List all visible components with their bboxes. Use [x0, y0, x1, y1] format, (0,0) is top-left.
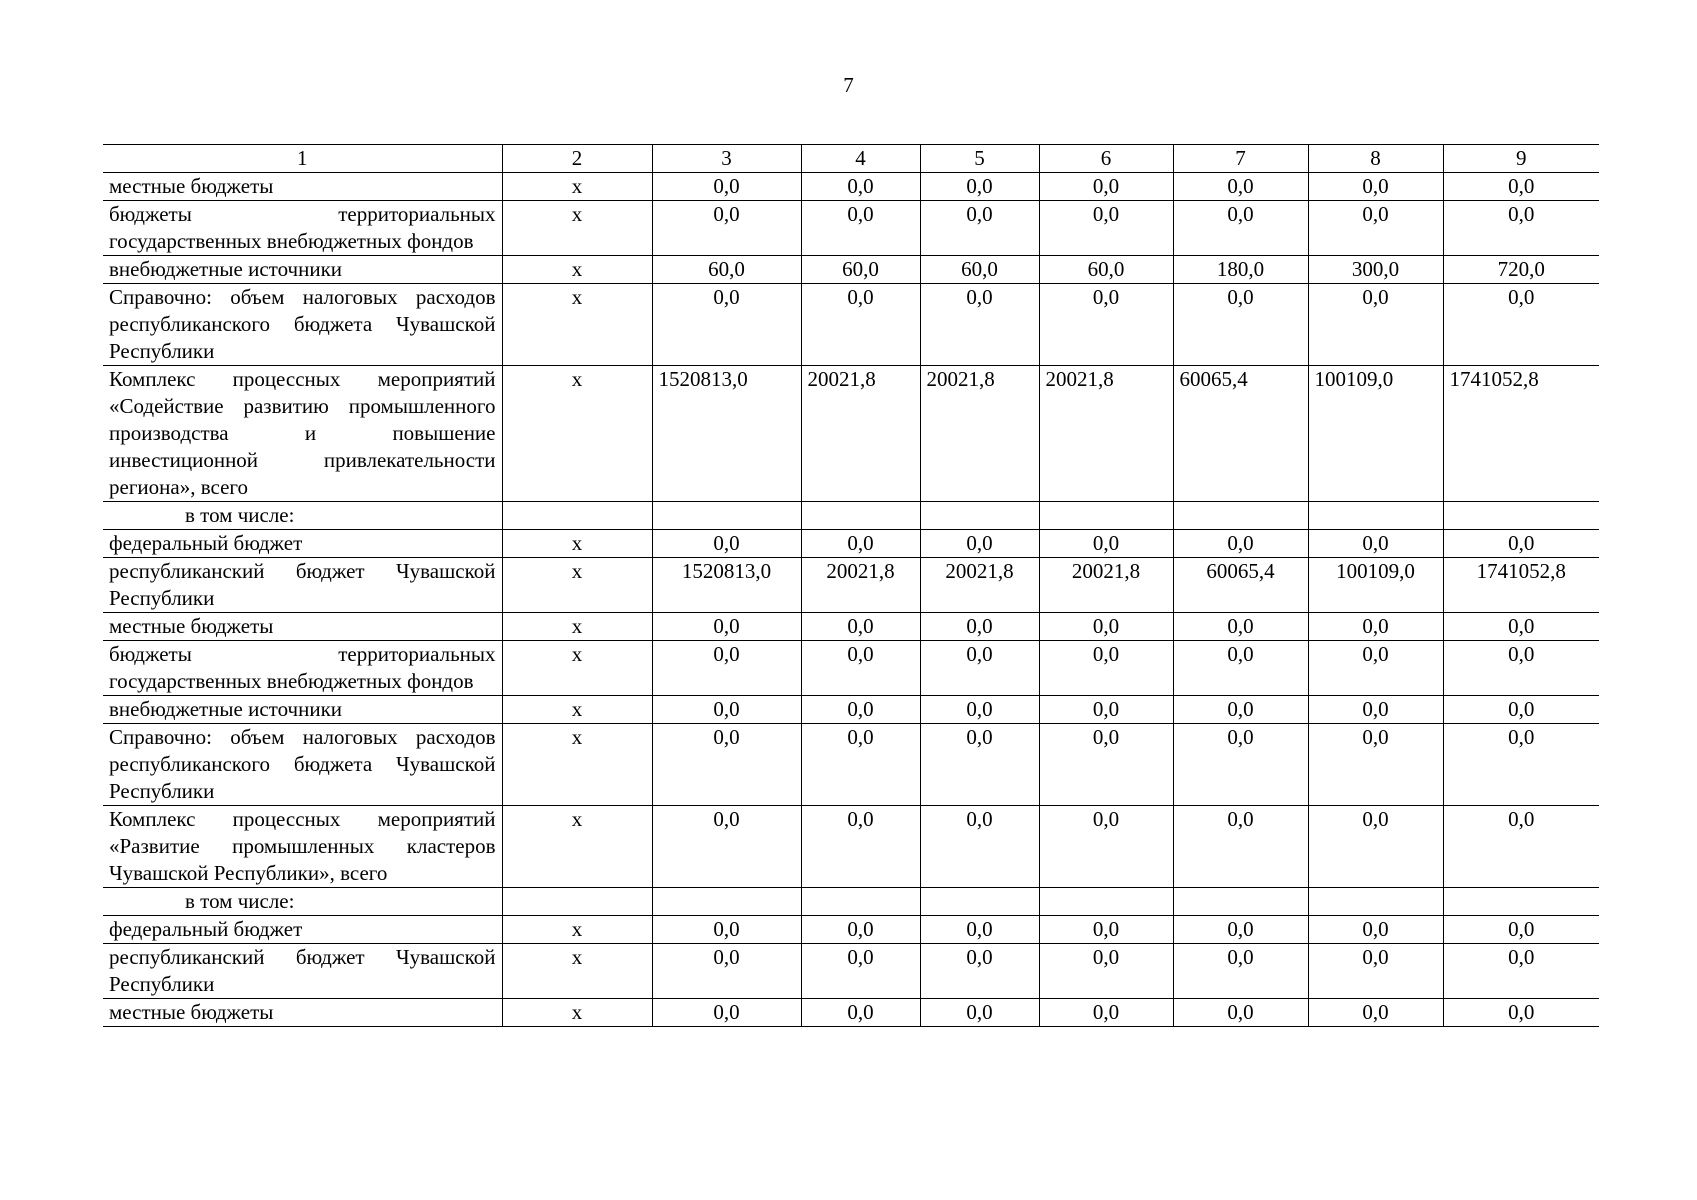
value-cell: 0,0 [801, 806, 920, 888]
value-cell: 0,0 [801, 613, 920, 641]
row-label: в том числе: [103, 888, 502, 916]
value-cell [1308, 502, 1443, 530]
value-cell: 0,0 [1443, 173, 1599, 201]
value-cell: 0,0 [1173, 916, 1308, 944]
row-label: Комплекс процессных мероприятий «Развитие промышленных кластеров Чувашской Республики», всего [103, 806, 502, 888]
value-cell: 0,0 [1039, 201, 1173, 256]
column-2-cell: х [502, 696, 652, 724]
value-cell: 20021,8 [801, 366, 920, 502]
row-label: бюджеты территориальных государственных внебюджетных фондов [103, 201, 502, 256]
column-number-cell: 5 [920, 145, 1039, 173]
value-cell: 0,0 [1173, 696, 1308, 724]
column-2-cell [502, 502, 652, 530]
value-cell: 1520813,0 [652, 366, 801, 502]
column-number-cell: 6 [1039, 145, 1173, 173]
value-cell: 0,0 [801, 696, 920, 724]
value-cell: 0,0 [1173, 641, 1308, 696]
value-cell: 0,0 [1039, 173, 1173, 201]
value-cell: 0,0 [1173, 999, 1308, 1027]
column-2-cell: х [502, 256, 652, 284]
column-2-cell: х [502, 201, 652, 256]
row-label: внебюджетные источники [103, 256, 502, 284]
value-cell: 0,0 [920, 916, 1039, 944]
value-cell: 0,0 [1308, 916, 1443, 944]
value-cell: 0,0 [1039, 944, 1173, 999]
column-number-cell: 7 [1173, 145, 1308, 173]
table-row [103, 916, 1599, 944]
value-cell: 0,0 [920, 999, 1039, 1027]
value-cell: 0,0 [920, 613, 1039, 641]
value-cell: 720,0 [1443, 256, 1599, 284]
row-label: республиканский бюджет Чувашской Республики [103, 558, 502, 613]
value-cell: 0,0 [801, 530, 920, 558]
table-header-row [103, 145, 1599, 173]
value-cell: 0,0 [1443, 201, 1599, 256]
value-cell: 0,0 [1308, 201, 1443, 256]
column-2-cell: х [502, 284, 652, 366]
row-label: Справочно: объем налоговых расходов республиканского бюджета Чувашской Республики [103, 284, 502, 366]
budget-table [103, 144, 1599, 1027]
column-2-cell: х [502, 173, 652, 201]
value-cell: 0,0 [1173, 173, 1308, 201]
value-cell: 60,0 [652, 256, 801, 284]
value-cell [1039, 888, 1173, 916]
row-label: местные бюджеты [103, 173, 502, 201]
row-label: внебюджетные источники [103, 696, 502, 724]
value-cell: 0,0 [1173, 724, 1308, 806]
table-row [103, 256, 1599, 284]
value-cell: 0,0 [920, 724, 1039, 806]
value-cell: 0,0 [1443, 944, 1599, 999]
value-cell [801, 888, 920, 916]
value-cell: 0,0 [801, 999, 920, 1027]
column-2-cell: х [502, 641, 652, 696]
value-cell: 20021,8 [1039, 558, 1173, 613]
value-cell: 20021,8 [920, 366, 1039, 502]
table-row [103, 502, 1599, 530]
value-cell: 0,0 [652, 916, 801, 944]
value-cell: 1741052,8 [1443, 558, 1599, 613]
value-cell: 0,0 [801, 724, 920, 806]
value-cell: 0,0 [920, 530, 1039, 558]
value-cell: 0,0 [801, 201, 920, 256]
value-cell [652, 888, 801, 916]
table-row [103, 641, 1599, 696]
value-cell: 0,0 [1308, 613, 1443, 641]
value-cell: 0,0 [801, 641, 920, 696]
value-cell [920, 502, 1039, 530]
value-cell: 0,0 [652, 724, 801, 806]
row-label: местные бюджеты [103, 999, 502, 1027]
value-cell: 0,0 [1039, 724, 1173, 806]
value-cell [801, 502, 920, 530]
value-cell: 0,0 [652, 696, 801, 724]
value-cell: 100109,0 [1308, 366, 1443, 502]
value-cell: 0,0 [1443, 696, 1599, 724]
row-label: в том числе: [103, 502, 502, 530]
value-cell: 0,0 [920, 696, 1039, 724]
value-cell: 60065,4 [1173, 558, 1308, 613]
column-2-cell: х [502, 916, 652, 944]
column-2-cell: х [502, 613, 652, 641]
value-cell: 0,0 [1039, 916, 1173, 944]
value-cell: 0,0 [1308, 724, 1443, 806]
value-cell: 0,0 [652, 806, 801, 888]
row-label: бюджеты территориальных государственных внебюджетных фондов [103, 641, 502, 696]
value-cell: 20021,8 [1039, 366, 1173, 502]
column-number-cell: 3 [652, 145, 801, 173]
value-cell: 0,0 [1443, 999, 1599, 1027]
value-cell: 0,0 [1443, 613, 1599, 641]
value-cell: 0,0 [652, 530, 801, 558]
value-cell: 0,0 [920, 201, 1039, 256]
value-cell: 0,0 [1173, 201, 1308, 256]
value-cell: 60,0 [801, 256, 920, 284]
value-cell: 100109,0 [1308, 558, 1443, 613]
value-cell [1039, 502, 1173, 530]
row-label: Справочно: объем налоговых расходов республиканского бюджета Чувашской Республики [103, 724, 502, 806]
table-row [103, 696, 1599, 724]
value-cell: 0,0 [1308, 530, 1443, 558]
value-cell: 0,0 [1443, 284, 1599, 366]
value-cell: 0,0 [1308, 173, 1443, 201]
value-cell: 0,0 [652, 613, 801, 641]
column-2-cell: х [502, 999, 652, 1027]
value-cell: 0,0 [1308, 944, 1443, 999]
value-cell: 0,0 [1308, 284, 1443, 366]
column-number-cell: 8 [1308, 145, 1443, 173]
column-number-cell: 2 [502, 145, 652, 173]
value-cell [1443, 502, 1599, 530]
value-cell: 0,0 [920, 641, 1039, 696]
value-cell: 0,0 [1173, 284, 1308, 366]
table-row [103, 366, 1599, 502]
value-cell: 0,0 [1039, 530, 1173, 558]
value-cell [1443, 888, 1599, 916]
value-cell: 0,0 [1308, 641, 1443, 696]
table-row [103, 806, 1599, 888]
value-cell: 0,0 [652, 944, 801, 999]
value-cell: 0,0 [652, 173, 801, 201]
value-cell: 0,0 [801, 173, 920, 201]
row-label: федеральный бюджет [103, 916, 502, 944]
value-cell [1173, 888, 1308, 916]
row-label: Комплекс процессных мероприятий «Содействие развитию промышленного производства и повышение инвестиционной привлекательности региона», всего [103, 366, 502, 502]
value-cell: 0,0 [801, 916, 920, 944]
column-2-cell: х [502, 806, 652, 888]
value-cell: 0,0 [652, 999, 801, 1027]
table-row [103, 558, 1599, 613]
table-row [103, 284, 1599, 366]
value-cell: 0,0 [652, 201, 801, 256]
value-cell: 0,0 [1308, 696, 1443, 724]
value-cell: 0,0 [920, 944, 1039, 999]
value-cell: 0,0 [1173, 613, 1308, 641]
value-cell: 0,0 [652, 641, 801, 696]
value-cell [920, 888, 1039, 916]
row-label: республиканский бюджет Чувашской Республики [103, 944, 502, 999]
value-cell: 0,0 [801, 284, 920, 366]
value-cell: 0,0 [1173, 806, 1308, 888]
value-cell: 0,0 [1443, 530, 1599, 558]
column-number-cell: 4 [801, 145, 920, 173]
value-cell: 1741052,8 [1443, 366, 1599, 502]
value-cell: 0,0 [1039, 641, 1173, 696]
value-cell: 1520813,0 [652, 558, 801, 613]
value-cell: 300,0 [1308, 256, 1443, 284]
value-cell: 0,0 [1039, 806, 1173, 888]
value-cell: 0,0 [1039, 284, 1173, 366]
value-cell: 0,0 [1443, 806, 1599, 888]
column-2-cell: х [502, 530, 652, 558]
value-cell: 0,0 [1308, 999, 1443, 1027]
table-row [103, 173, 1599, 201]
value-cell [1173, 502, 1308, 530]
table-row [103, 944, 1599, 999]
column-2-cell: х [502, 724, 652, 806]
column-2-cell: х [502, 366, 652, 502]
value-cell: 0,0 [652, 284, 801, 366]
column-number-cell: 1 [103, 145, 502, 173]
table-row [103, 530, 1599, 558]
value-cell: 60065,4 [1173, 366, 1308, 502]
value-cell: 20021,8 [801, 558, 920, 613]
column-2-cell [502, 888, 652, 916]
table-row [103, 201, 1599, 256]
value-cell: 0,0 [920, 173, 1039, 201]
value-cell: 0,0 [1039, 613, 1173, 641]
value-cell: 60,0 [920, 256, 1039, 284]
value-cell: 60,0 [1039, 256, 1173, 284]
value-cell: 0,0 [920, 284, 1039, 366]
value-cell: 0,0 [801, 944, 920, 999]
value-cell: 0,0 [1039, 696, 1173, 724]
value-cell: 0,0 [1039, 999, 1173, 1027]
column-number-cell: 9 [1443, 145, 1599, 173]
value-cell: 0,0 [1443, 724, 1599, 806]
value-cell: 20021,8 [920, 558, 1039, 613]
value-cell: 0,0 [1443, 641, 1599, 696]
column-2-cell: х [502, 944, 652, 999]
value-cell: 0,0 [1308, 806, 1443, 888]
table-row [103, 999, 1599, 1027]
value-cell: 180,0 [1173, 256, 1308, 284]
value-cell: 0,0 [1173, 944, 1308, 999]
value-cell: 0,0 [920, 806, 1039, 888]
value-cell [652, 502, 801, 530]
column-2-cell: х [502, 558, 652, 613]
value-cell: 0,0 [1173, 530, 1308, 558]
table-row [103, 613, 1599, 641]
row-label: федеральный бюджет [103, 530, 502, 558]
table-row [103, 888, 1599, 916]
row-label: местные бюджеты [103, 613, 502, 641]
table-row [103, 724, 1599, 806]
page-number: 7 [843, 73, 854, 97]
value-cell [1308, 888, 1443, 916]
value-cell: 0,0 [1443, 916, 1599, 944]
